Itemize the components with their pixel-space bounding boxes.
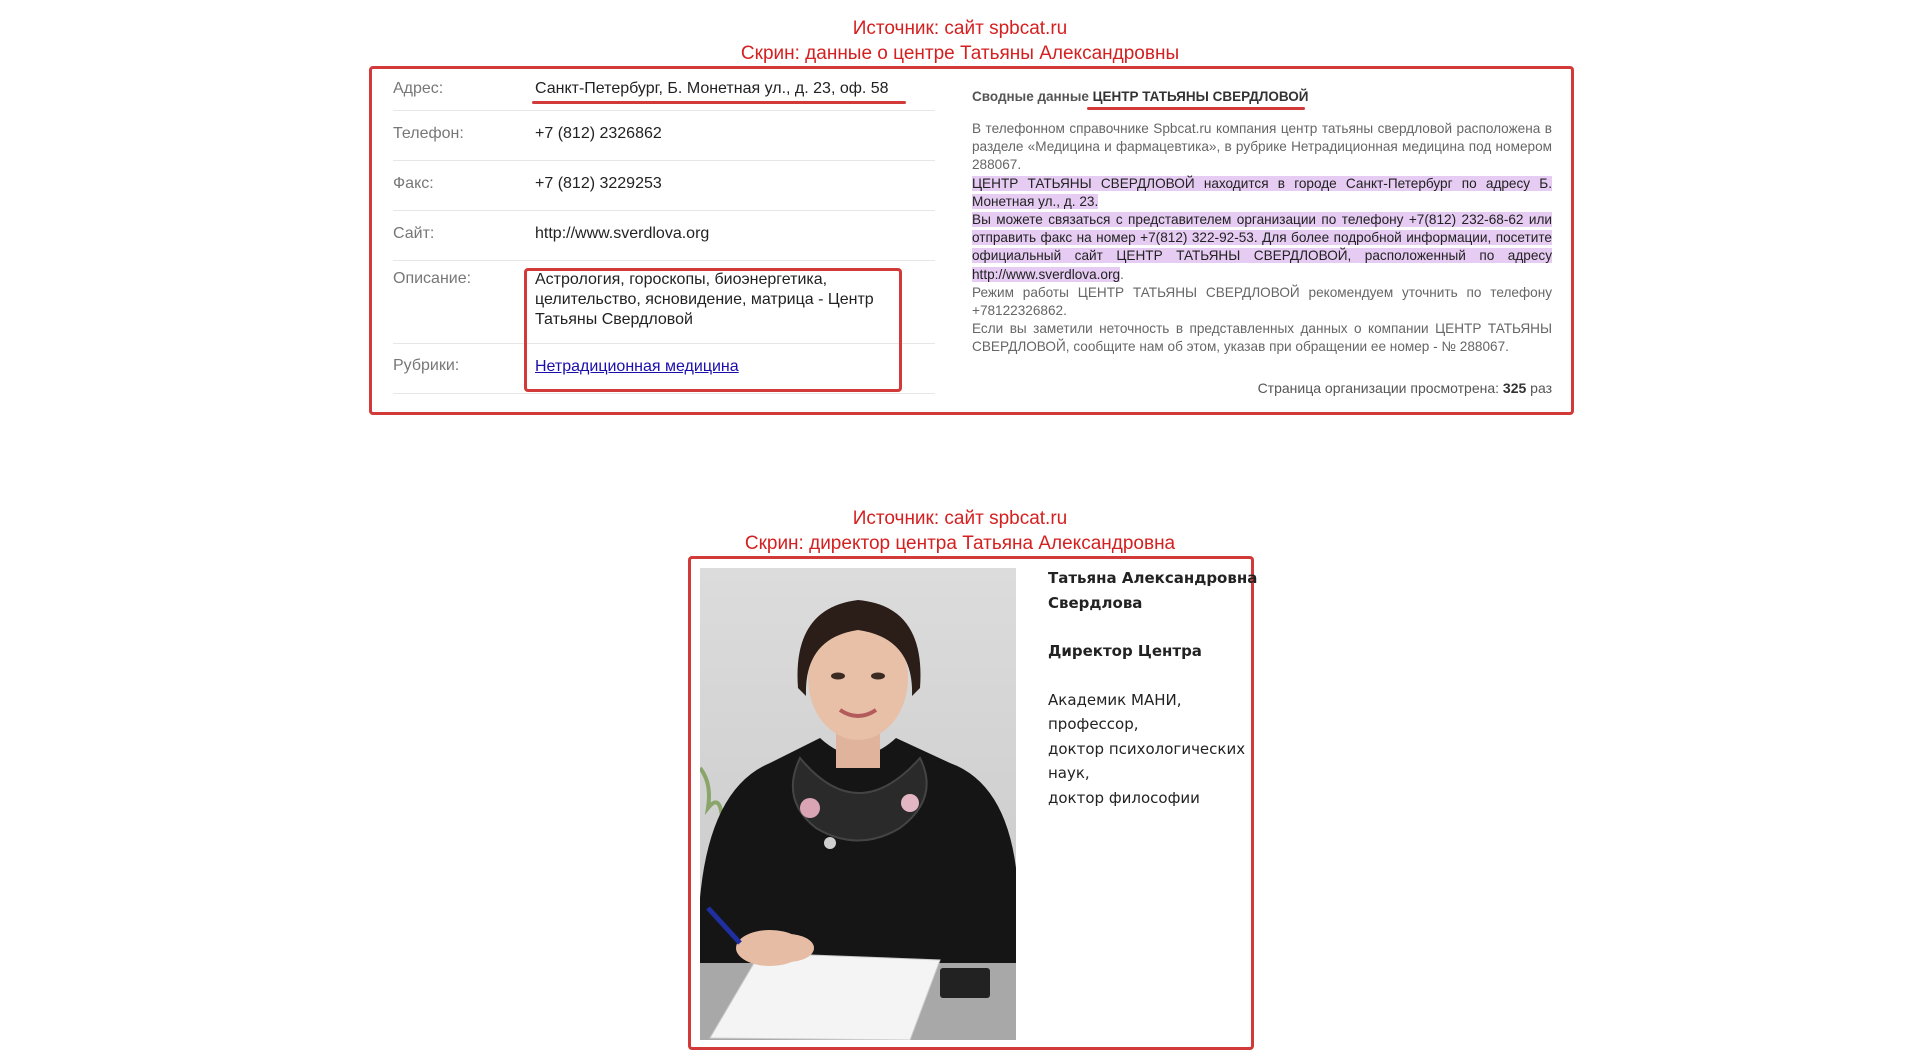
director-portrait-illustration <box>700 568 1016 1040</box>
director-name-line2: Свердлова <box>1048 594 1143 612</box>
summary-paragraph-4: Режим работы ЦЕНТР ТАТЬЯНЫ СВЕРДЛОВОЙ рекомендуем уточнить по телефону +78122326862. <box>972 284 1552 319</box>
site-value: http://www.sverdlova.org <box>535 225 710 242</box>
summary-paragraph-1: В телефонном справочнике Spbcat.ru компания центр татьяны свердловой расположена в разделе «Медицина и фармацевтика», в рубрике Нетрадиционная медицина под номером 288067. <box>972 121 1552 173</box>
summary-paragraph-3 <box>972 211 1552 284</box>
summary-text <box>972 120 1552 357</box>
views-suffix: раз <box>1530 380 1552 396</box>
director-title-3: доктор психологических <box>1048 740 1246 758</box>
top-caption-source: Источник: сайт spbcat.ru <box>852 18 1068 39</box>
phone-on-desk <box>940 968 990 998</box>
director-title-5: доктор философии <box>1048 789 1200 807</box>
director-title-2: профессор, <box>1048 715 1139 733</box>
lace-flower-right <box>901 794 919 812</box>
director-title-4: наук, <box>1048 764 1090 782</box>
address-label: Адрес: <box>393 80 444 97</box>
summary-title <box>972 89 1308 104</box>
eye-right <box>871 673 885 680</box>
address-value: Санкт-Петербург, Б. Монетная ул., д. 23, оф. 58 <box>535 80 889 97</box>
summary-paragraph-5: Если вы заметили неточность в представленных данных о компании ЦЕНТР ТАТЬЯНЫ СВЕРДЛОВОЙ, сообщите нам об этом, указав при обращении ее номер - № 288067. <box>972 321 1552 355</box>
description-value: Астрология, гороскопы, биоэнергетика, целительство, ясновидение, матрица - Центр Татьяны Свердловой <box>535 271 874 328</box>
top-caption-title: Скрин: данные о центре Татьяны Александровны <box>740 43 1180 64</box>
rubric-link[interactable]: Нетрадиционная медицина <box>535 358 739 375</box>
lace-leaf <box>824 837 836 849</box>
row-phone <box>393 110 935 161</box>
director-photo <box>700 568 1016 1040</box>
phone-value: +7 (812) 2326862 <box>535 125 662 142</box>
fax-label: Факс: <box>393 175 434 192</box>
summary-highlight-contacts: Вы можете связаться с представителем организации по телефону +7(812) 232-68-62 или отправить факс на номер +7(812) 322-92-53. Для более подробной информации, посетите официальный сайт ЦЕНТР ТАТЬЯНЫ СВЕРДЛОВОЙ, расположенный по адресу http://www.sverdlova.org <box>972 212 1552 282</box>
rubrics-label: Рубрики: <box>393 357 460 374</box>
eye-left <box>831 673 845 680</box>
bottom-caption-source: Источник: сайт spbcat.ru <box>852 508 1068 529</box>
address-underline-annotation <box>532 101 906 104</box>
phone-label: Телефон: <box>393 125 464 142</box>
row-address <box>393 72 935 111</box>
bottom-caption-title: Скрин: директор центра Татьяна Александровна <box>744 533 1176 554</box>
views-count: 325 <box>1502 380 1527 396</box>
summary-title-prefix: Сводные данные <box>972 89 1089 104</box>
lace-flower-left <box>800 798 820 818</box>
site-label: Сайт: <box>393 225 435 242</box>
description-box-annotation <box>524 268 902 392</box>
director-name-line1: Татьяна Александровна <box>1048 569 1258 587</box>
director-title-1: Академик МАНИ, <box>1048 691 1182 709</box>
director-position: Директор Центра <box>1048 642 1202 660</box>
views-prefix: Страница организации просмотрена: <box>1257 380 1500 396</box>
summary-paragraph-2 <box>972 175 1552 211</box>
summary-title-org: ЦЕНТР ТАТЬЯНЫ СВЕРДЛОВОЙ <box>1092 89 1309 104</box>
page-views <box>1258 380 1552 396</box>
summary-paragraph-3-tail: . <box>1120 266 1124 282</box>
summary-title-underline-annotation <box>1087 107 1305 110</box>
row-site <box>393 210 935 261</box>
hand-right <box>762 934 814 962</box>
plant-decoration <box>700 768 722 818</box>
fax-value: +7 (812) 3229253 <box>535 175 662 192</box>
row-fax <box>393 160 935 211</box>
description-label: Описание: <box>393 270 472 287</box>
summary-highlight-address: ЦЕНТР ТАТЬЯНЫ СВЕРДЛОВОЙ находится в городе Санкт-Петербург по адресу Б. Монетная ул., д. 23. <box>972 175 1552 209</box>
